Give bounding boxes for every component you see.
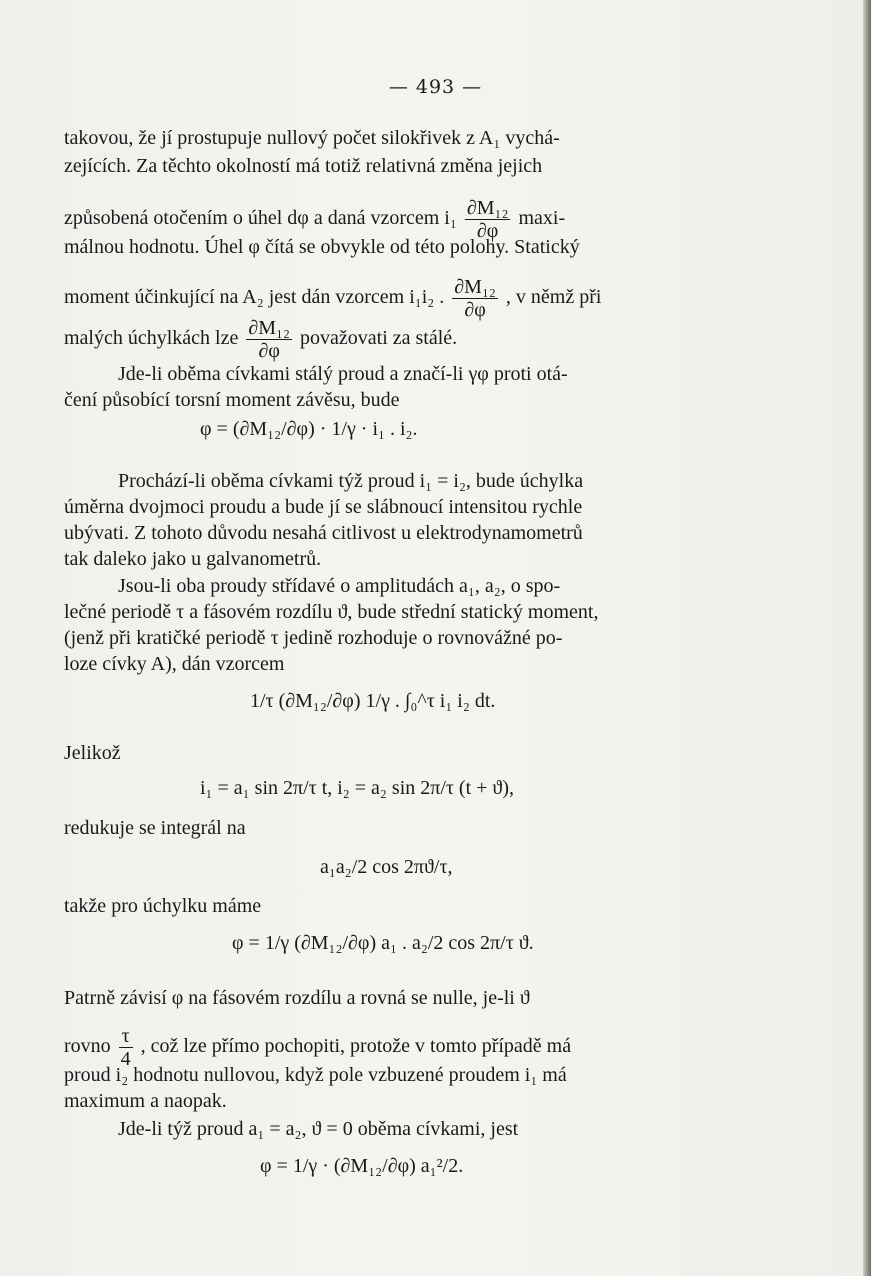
p4-line-a: Jsou-li oba proudy střídavé o amplitudách a₁, a₂, o spo- [118, 575, 561, 597]
p1-line-f-end: považovati za stálé. [300, 327, 458, 350]
equation-5: φ = 1/γ (∂M₁₂/∂φ) a₁ . a₂/2 cos 2π/τ ϑ. [232, 932, 534, 954]
takze-label: takže pro úchylku máme [64, 895, 262, 917]
p1-line-e-end: , v němž při [505, 286, 602, 309]
equation-4: a₁a₂/2 cos 2πϑ/τ, [320, 856, 453, 878]
redukuje-label: redukuje se integrál na [64, 817, 246, 839]
frac-num: ∂M₁₂ [248, 317, 290, 339]
p5-line-b-end: , což lze přímo pochopiti, protože v tomto případě má [140, 1035, 572, 1058]
jelikoz-label: Jelikož [64, 742, 121, 764]
p1-line-c-text: způsobená otočením o úhel dφ a daná vzorcem i₁ [64, 207, 457, 230]
p1-line-c-end: maxi- [518, 207, 566, 230]
p2-line-b: čení působící torsní moment závěsu, bude [64, 389, 400, 411]
equation-1: φ = (∂M₁₂/∂φ) · 1/γ · i₁ . i₂. [200, 418, 418, 440]
derivative-fraction [246, 317, 292, 362]
p2-line-a: Jde-li oběma cívkami stálý proud a značí-li γφ proti otá- [118, 363, 568, 385]
p3-line-d: tak daleko jako u galvanometrů. [64, 548, 322, 570]
frac-num: τ [119, 1025, 133, 1048]
page-number: — 493 — [388, 76, 483, 98]
p3-line-c: ubývati. Z tohoto důvodu nesahá citlivost u elektrodynamometrů [64, 522, 583, 544]
derivative-fraction [452, 276, 498, 321]
p1-line-d: málnou hodnotu. Úhel φ čítá se obvykle od této polohy. Statický [64, 236, 580, 258]
p5-line-b-text: rovno [64, 1035, 111, 1058]
p4-line-d: loze cívky A), dán vzorcem [64, 653, 285, 675]
p1-line-a: takovou, že jí prostupuje nullový počet silokřivek z A₁ vychá- [64, 127, 560, 149]
p5-line-a: Patrně závisí φ na fásovém rozdílu a rovná se nulle, je-li ϑ [64, 987, 530, 1009]
frac-num: ∂M₁₂ [454, 276, 496, 298]
p1-line-e-text: moment účinkující na A₂ jest dán vzorcem i₁i₂ . [64, 286, 445, 309]
frac-den: ∂φ [464, 299, 486, 321]
frac-den: ∂φ [258, 340, 280, 362]
p4-line-c: (jenž při kratičké periodě τ jedině rozhoduje o rovnovážné po- [64, 627, 563, 649]
frac-den: ∂φ [476, 220, 499, 242]
p6-line: Jde-li týž proud a₁ = a₂, ϑ = 0 oběma cívkami, jest [118, 1118, 519, 1140]
p3-line-a: Prochází-li oběma cívkami týž proud i₁ = i₂, bude úchylka [118, 470, 584, 492]
p3-line-b: úměrna dvojmoci proudu a bude jí se slábnoucí intensitou rychle [64, 496, 583, 518]
p1-line-e [64, 276, 601, 321]
p1-line-f [64, 317, 457, 362]
frac-den: 4 [120, 1048, 131, 1070]
equation-6: φ = 1/γ · (∂M₁₂/∂φ) a₁²/2. [260, 1155, 464, 1177]
equation-3: i₁ = a₁ sin 2π/τ t, i₂ = a₂ sin 2π/τ (t + ϑ), [200, 777, 514, 799]
p5-line-c: proud i₂ hodnotu nullovou, když pole vzbuzené proudem i₁ má [64, 1064, 567, 1086]
p1-line-b: zejících. Za těchto okolností má totiž relativná změna jejich [64, 155, 543, 177]
frac-num: ∂M₁₂ [466, 197, 509, 219]
p4-line-b: lečné periodě τ a fásovém rozdílu ϑ, bude střední statický moment, [64, 601, 599, 623]
equation-2: 1/τ (∂M₁₂/∂φ) 1/γ . ∫₀^τ i₁ i₂ dt. [250, 690, 496, 712]
page-edge-shadow [863, 0, 871, 1276]
p1-line-f-text: malých úchylkách lze [64, 327, 239, 350]
p5-line-d: maximum a naopak. [64, 1090, 227, 1112]
